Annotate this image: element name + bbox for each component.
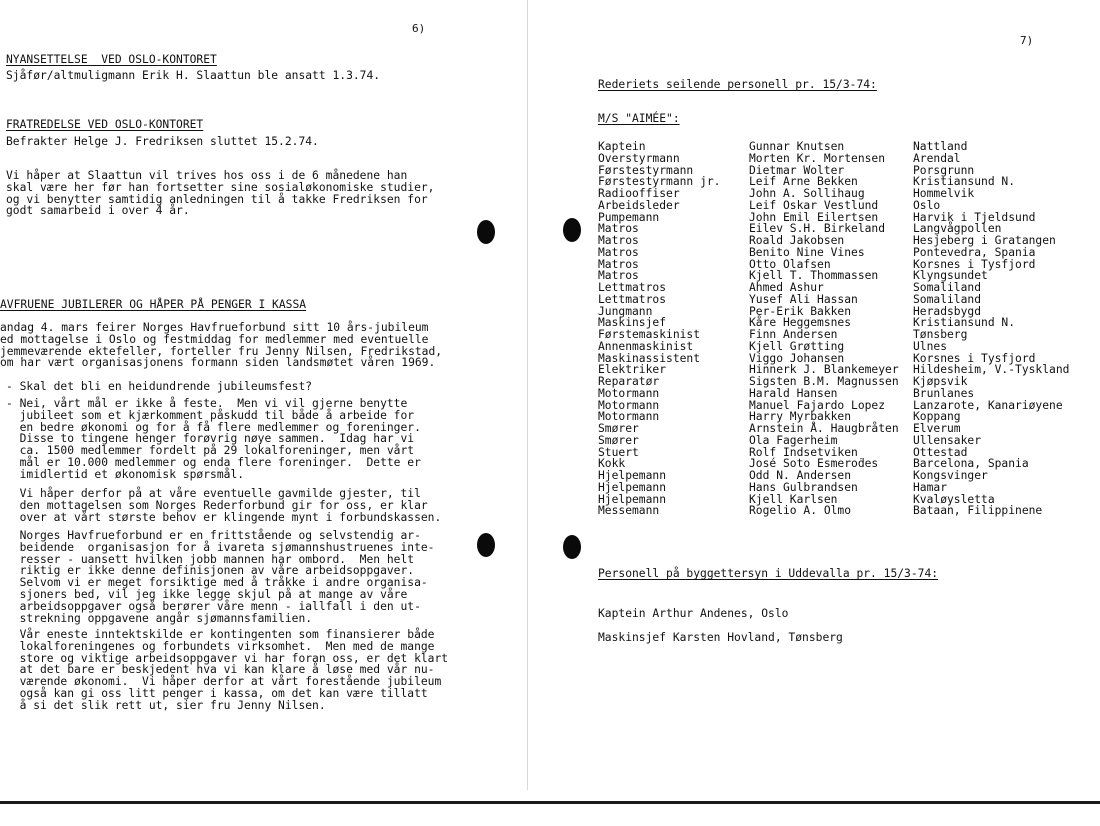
crew-name: Manuel Fajardo Lopez [749, 398, 886, 412]
crew-name: Leif Arne Bekken [749, 175, 858, 189]
crew-name: Arnstein Å. Haugbråten [749, 422, 899, 435]
crew-rank: Smører [598, 433, 639, 447]
crew-hometown: Tønsberg [913, 328, 968, 341]
inspection-chief-engineer: Maskinsjef Karsten Hovland, Tønsberg [598, 631, 843, 644]
crew-rank: Maskinassistent [598, 351, 701, 365]
crew-rank: Førstestyrmann jr. [598, 175, 721, 189]
crew-rank: Maskinsjef [598, 316, 667, 330]
crew-hometown: Hildesheim, V.-Tyskland [913, 363, 1070, 377]
crew-hometown: Korsnes i Tysfjord [913, 257, 1036, 271]
crew-name: Benito Nine Vines [749, 245, 865, 259]
crew-rank: Motormann [598, 386, 660, 400]
crew-hometown: Nattland [913, 140, 968, 153]
section-heading-hiring: NYANSETTELSE VED OSLO-KONTORET [6, 53, 217, 66]
crew-name: Kjell Karlsen [749, 492, 838, 506]
crew-list-title: Rederiets seilende personell pr. 15/3-74: [598, 78, 877, 91]
crew-rank: Matros [598, 269, 639, 283]
crew-name: John A. Sollihaug [749, 187, 865, 200]
crew-name: Roald Jakobsen [749, 234, 845, 247]
bottom-rule [0, 801, 1100, 804]
crew-name: Kjell T. Thommassen [749, 269, 879, 283]
punch-hole [477, 533, 495, 557]
farewell-paragraph: Vi håper at Slaattun vil trives hos oss i de 6 månedene han skal være her før han fortsetter sine sosialøkonomiske studier, og vi benytter samtidig anledningen til å takke Fredriksen for godt samarbeid i over 4 år. [6, 169, 435, 218]
crew-rank: Arbeidsleder [598, 198, 680, 212]
crew-rank: Matros [598, 257, 639, 271]
crew-name: John Emil Eilertsen [749, 210, 879, 224]
crew-hometown: Barcelona, Spania [913, 457, 1029, 471]
crew-rank: Overstyrmann [598, 151, 680, 165]
crew-hometown: Brunlanes [913, 386, 975, 400]
crew-name: Ahmed Ashur [749, 281, 824, 294]
crew-name: Harald Hansen [749, 386, 838, 400]
crew-rank: Matros [598, 222, 639, 236]
crew-name: Viggo Johansen [749, 351, 845, 365]
crew-hometown: Kristiansund N. [913, 175, 1016, 189]
crew-name: Hinnerk J. Blankemeyer [749, 363, 899, 377]
crew-rank: Hjelpemann [598, 469, 667, 482]
crew-rank: Radiooffiser [598, 187, 680, 200]
crew-rank: Motormann [598, 398, 660, 412]
article-intro: andag 4. mars feirer Norges Havfrueforbund sitt 10 års-jubileum ed mottagelse i Oslo og festmiddag for medlemmer med eventuelle jemmeværende ektefeller, forteller fru Jenny Nilsen, Fredrikstad, om har vært organisasjonens formann siden landsmøtet våren 1969. [0, 321, 443, 370]
crew-name: Eilev S.H. Birkeland [749, 222, 886, 236]
crew-hometown: Kjøpsvik [913, 375, 968, 388]
crew-name: Leif Oskar Vestlund [749, 198, 879, 212]
right-page [530, 0, 1100, 826]
article-paragraph-3: Norges Havfrueforbund er en frittstående og selvstendig ar- beidende organisasjon for å ivareta sjømannshustruenes inte- resser - uansett hvilken jobb mannen har ombord. Men helt riktig er ikke denne definisjonen av våre arbeidsoppgaver. Selvom vi er meget forsiktige med å tråkke i andre organisa- sjoners bed, vil jeg ikke legge skjul på at mange av våre arbeidsoppgaver også berører våre menn - iallfall i den ut- strekning oppgavene angår sjømannsfamilien. [19, 529, 435, 625]
crew-rank: Matros [598, 234, 639, 247]
crew-rank: Elektriker [598, 363, 667, 377]
crew-hometown: Koppang [913, 410, 961, 424]
crew-name: Yusef Ali Hassan [749, 292, 858, 306]
crew-rank: Førstemaskinist [598, 328, 701, 341]
article-question: - Skal det bli en heidundrende jubileumsfest? [6, 380, 313, 393]
crew-name: Harry Myrbakken [749, 410, 852, 424]
crew-rank: Lettmatros [598, 292, 667, 306]
section-heading-resignation: FRATREDELSE VED OSLO-KONTORET [6, 118, 204, 131]
crew-rank: Reparatør [598, 375, 660, 388]
crew-hometown: Lanzarote, Kanariøyene [913, 398, 1063, 412]
ship-name: M/S "AIMÉE": [598, 112, 680, 125]
page-number: 7) [1020, 34, 1034, 47]
crew-rank: Kaptein [598, 140, 646, 153]
crew-name: Finn Andersen [749, 328, 838, 341]
punch-hole [477, 220, 495, 244]
crew-hometown: Pontevedra, Spania [913, 245, 1036, 259]
crew-hometown: Hesjeberg i Gratangen [913, 234, 1056, 247]
crew-hometown: Somaliland [913, 292, 982, 306]
crew-hometown: Ullensaker [913, 433, 982, 447]
left-page [0, 0, 528, 826]
crew-name: Per-Erik Bakken [749, 304, 852, 318]
crew-name: Hans Gulbrandsen [749, 480, 858, 494]
crew-rank: Hjelpemann [598, 492, 667, 506]
crew-hometown: Hamar [913, 480, 948, 494]
crew-rank: Stuert [598, 445, 639, 459]
crew-rank: Messemann [598, 504, 660, 518]
crew-rank: Førstestyrmann [598, 163, 694, 177]
crew-name: Odd N. Andersen [749, 469, 852, 482]
hiring-text: Sjåfør/altmuligmann Erik H. Slaattun ble ansatt 1.3.74. [6, 69, 381, 82]
punch-hole [563, 218, 581, 242]
crew-hometown: Korsnes i Tysfjord [913, 351, 1036, 365]
crew-name: Dietmar Wolter [749, 163, 845, 177]
crew-rank: Smører [598, 422, 639, 435]
crew-hometown: Elverum [913, 422, 961, 435]
crew-hometown: Ulnes [913, 339, 948, 353]
crew-hometown: Ottestad [913, 445, 968, 459]
crew-hometown: Klyngsundet [913, 269, 988, 283]
crew-name: Sigsten B.M. Magnussen [749, 375, 899, 388]
crew-rank: Hjelpemann [598, 480, 667, 494]
crew-rank: Matros [598, 245, 639, 259]
article-paragraph-4: Vår eneste inntektskilde er kontingenten som finansierer både lokalforeningenes og forbundets virksomhet. Men med de mange store og viktige arbeidsoppgaver vi har foran oss, er det klart at det bare er beskjedent hva vi kan klare å løse med vår nu- værende økonomi. Vi håper derfor at vårt forestående jubileum også kan gi oss litt penger i kassa, om det kan være tillatt å si det slik rett ut, sier fru Jenny Nilsen. [19, 628, 449, 712]
resignation-text: Befrakter Helge J. Fredriksen sluttet 15.2.74. [6, 135, 319, 148]
crew-hometown: Heradsbygd [913, 304, 982, 318]
crew-hometown: Harvik i Tjeldsund [913, 210, 1036, 224]
crew-name: Ola Fagerheim [749, 433, 838, 447]
inspection-title: Personell på byggettersyn i Uddevalla pr. 15/3-74: [598, 567, 939, 580]
crew-rank: Pumpemann [598, 210, 660, 224]
crew-rank: Lettmatros [598, 281, 667, 294]
crew-rank: Kokk [598, 457, 626, 471]
crew-hometown: Bataan, Filippinene [913, 504, 1043, 518]
crew-name: Rogelio A. Olmo [749, 504, 852, 518]
article-heading: AVFRUENE JUBILERER OG HÅPER PÅ PENGER I KASSA [0, 298, 307, 311]
crew-name: Kåre Heggemsnes [749, 316, 852, 330]
crew-name: José Soto Esmeroḋes [749, 457, 879, 471]
crew-rank: Jungmann [598, 304, 653, 318]
crew-name: Morten Kr. Mortensen [749, 151, 886, 165]
article-answer: - Nei, vårt mål er ikke å feste. Men vi vil gjerne benytte jubileet som et kjærkomment påskudd til både å arbeide for en bedre økonomi og for å få flere medlemmer og foreninger. Disse to tingene henger forøvrig nøye sammen. Idag har vi ca. 1500 medlemmer fordelt på 29 lokalforeninger, men vårt mål er 10.000 medlemmer og enda flere foreninger. Dette er imidlertid et økonomisk spørsmål. [6, 397, 421, 481]
inspection-captain: Kaptein Arthur Andenes, Oslo [598, 607, 789, 620]
punch-hole [563, 535, 581, 559]
crew-hometown: Kongsvinger [913, 469, 988, 482]
crew-hometown: Langvågpollen [913, 222, 1002, 236]
crew-rank: Annenmaskinist [598, 339, 694, 353]
crew-hometown: Hommelvik [913, 187, 975, 200]
crew-hometown: Kristiansund N. [913, 316, 1016, 330]
crew-hometown: Arendal [913, 151, 961, 165]
crew-name: Kjell Grøtting [749, 339, 845, 353]
crew-hometown: Porsgrunn [913, 163, 975, 177]
crew-rank: Motormann [598, 410, 660, 424]
crew-hometown: Oslo [913, 198, 941, 212]
crew-name: Rolf Indsetviken [749, 445, 858, 459]
page-number: 6) [412, 22, 426, 35]
crew-hometown: Kvaløysletta [913, 492, 995, 506]
crew-hometown: Somaliland [913, 281, 982, 294]
crew-name: Otto Olafsen [749, 257, 831, 271]
article-paragraph-2: Vi håper derfor på at våre eventuelle gavmilde gjester, til den mottagelsen som Norges Rederforbund gir for oss, er klar over at vårt største behov er klingende mynt i forbundskassen. [19, 487, 442, 524]
crew-name: Gunnar Knutsen [749, 140, 845, 153]
